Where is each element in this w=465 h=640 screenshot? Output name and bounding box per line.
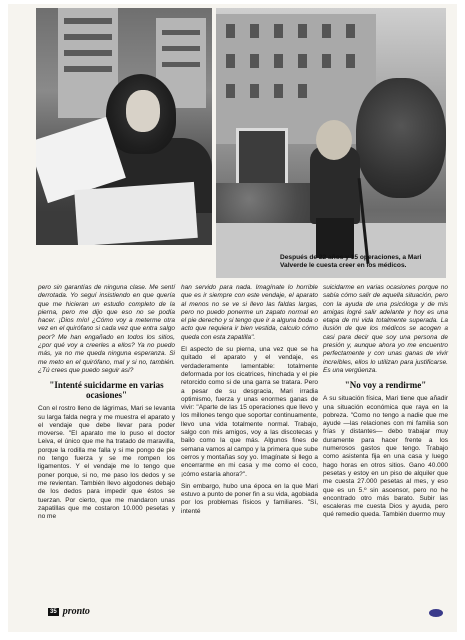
paragraph: suicidarme en varias ocasiones porque no sabía cómo salir de aquella situación, pero con la ayuda de una psicóloga y de mis amigas logré salir adelante y hoy es una etapa de mi vida totalmente superada. La ilusión de que los médicos se acogen a casi para decir que soy una persona de presión y, aunque ahora yo me encuentro perfectamente y con unas ganas de vivir increíbles, ellos lo utilizan para justificarse. Es una vergüenza. [323, 284, 448, 374]
text-column-1 [38, 284, 175, 521]
magazine-logo: pronto [62, 606, 90, 617]
end-mark-icon [428, 608, 444, 618]
paragraph: han servido para nada. Imagínate lo horrible que es ir siempre con este vendaje, el aparato al menos no se ve si llevo las faldas largas, pero no puedo ponerme un zapato normal en el pie derecho y si tengo que ir a alguna boda o acto que requiera ir bien vestida, calculo cómo queda con esta zapatilla". [181, 284, 318, 341]
paragraph: Sin embargo, hubo una época en la que Mari estuvo a punto de poner fin a su vida, agobiada por los problemas físicos y familiares. "Sí, intenté [181, 482, 318, 515]
subheading: "Intenté suicidarme en varias ocasiones" [49, 380, 164, 401]
text-column-2 [181, 284, 318, 516]
photo-woman-with-documents [36, 8, 212, 245]
page-number: 35 [50, 608, 57, 615]
photo-woman-standing-outdoors [216, 8, 446, 278]
paragraph: A su situación física, Mari tiene que añadir una situación económica que raya en la pobreza. "Como no tengo a nadie que me ayude —las relaciones con mi familia son frías y distantes— debo trabajar muy duramente para hacer frente a los numerosos gastos que tengo. Trabajo como asistenta fija en una casa y luego hago horas en otros sitios. Gano 40.000 pesetas y estoy en un piso de alquiler que me cuesta 27.000 pesetas al mes, y eso que es un 5.º sin ascensor, pero no he encontrado otro más barato. Subir las escaleras me cuesta Dios y ayuda, pero qué remedio queda. También duermo muy [323, 395, 448, 519]
paragraph: Con el rostro lleno de lágrimas, Mari se levanta su larga falda negra y me muestra el aparato y el vendaje que debe llevar para poder moverse. "El aparato me lo puso el doctor Leiva, el único que me ha tratado de maravilla, porque la rodilla me falla y si me pongo de pie no tengo fuerza y se me rompen los ligamentos. Y el vendaje me lo tengo que poner porque, si no, me paso los dedos y se me revientan. También llevo algodones debajo de los dedos para impedir que éstos se tuerzan. Por cierto, que me mandaron unas zapatillas que me costaron 10.000 pesetas y no me [38, 405, 175, 521]
text-column-3 [323, 284, 448, 520]
photo-caption: Después de 22 años y 15 operaciones, a Mari Valverde le cuesta creer en los médicos. [280, 254, 422, 269]
footer [48, 606, 90, 617]
paragraph: El aspecto de su pierna, una vez que se ha quitado el aparato y el vendaje, es verdaderamente lamentable: totalmente deformada por los cicatrices, hinchada y el pie retorcido como si de una garra se tratara. Pero a pesar de su desgracia, Mari irradia optimismo, fuerza y unas enormes ganas de vivir: "Aparte de las 15 operaciones que llevo y los millones tengo que soportar continuamente, llevo una vida totalmente normal. Trabajo, salgo con mis amigos, voy a las discotecas y bailo como la que más. Algunos fines de semana vamos al campo y la primera que sube cerros y montañas soy yo. Imagínate si llego a encerrarme en mi casa y me como el coco, ¡cómo estaría ahora?". [181, 346, 318, 478]
paragraph: pero sin garantías de ninguna clase. Me sentí derrotada. Yo seguí insistiendo en que quería que me hicieran un estudio completo de la pierna, pero me dijo que eso no se podía hacer. ¡Dios mío! ¿Cómo voy a meterme otra vez en el quirófano si cada vez que entra salgo peor? Me han engañado en todos los sitios, ¿por qué voy a creerles a ellos? Ya no puedo más, ya no me queda ninguna esperanza. Si me meto en el quirófano, mal y si no, también. ¿Tú crees que puedo seguir así? [38, 284, 175, 374]
subheading: "No voy a rendirme" [344, 380, 427, 391]
magazine-page [8, 4, 457, 632]
